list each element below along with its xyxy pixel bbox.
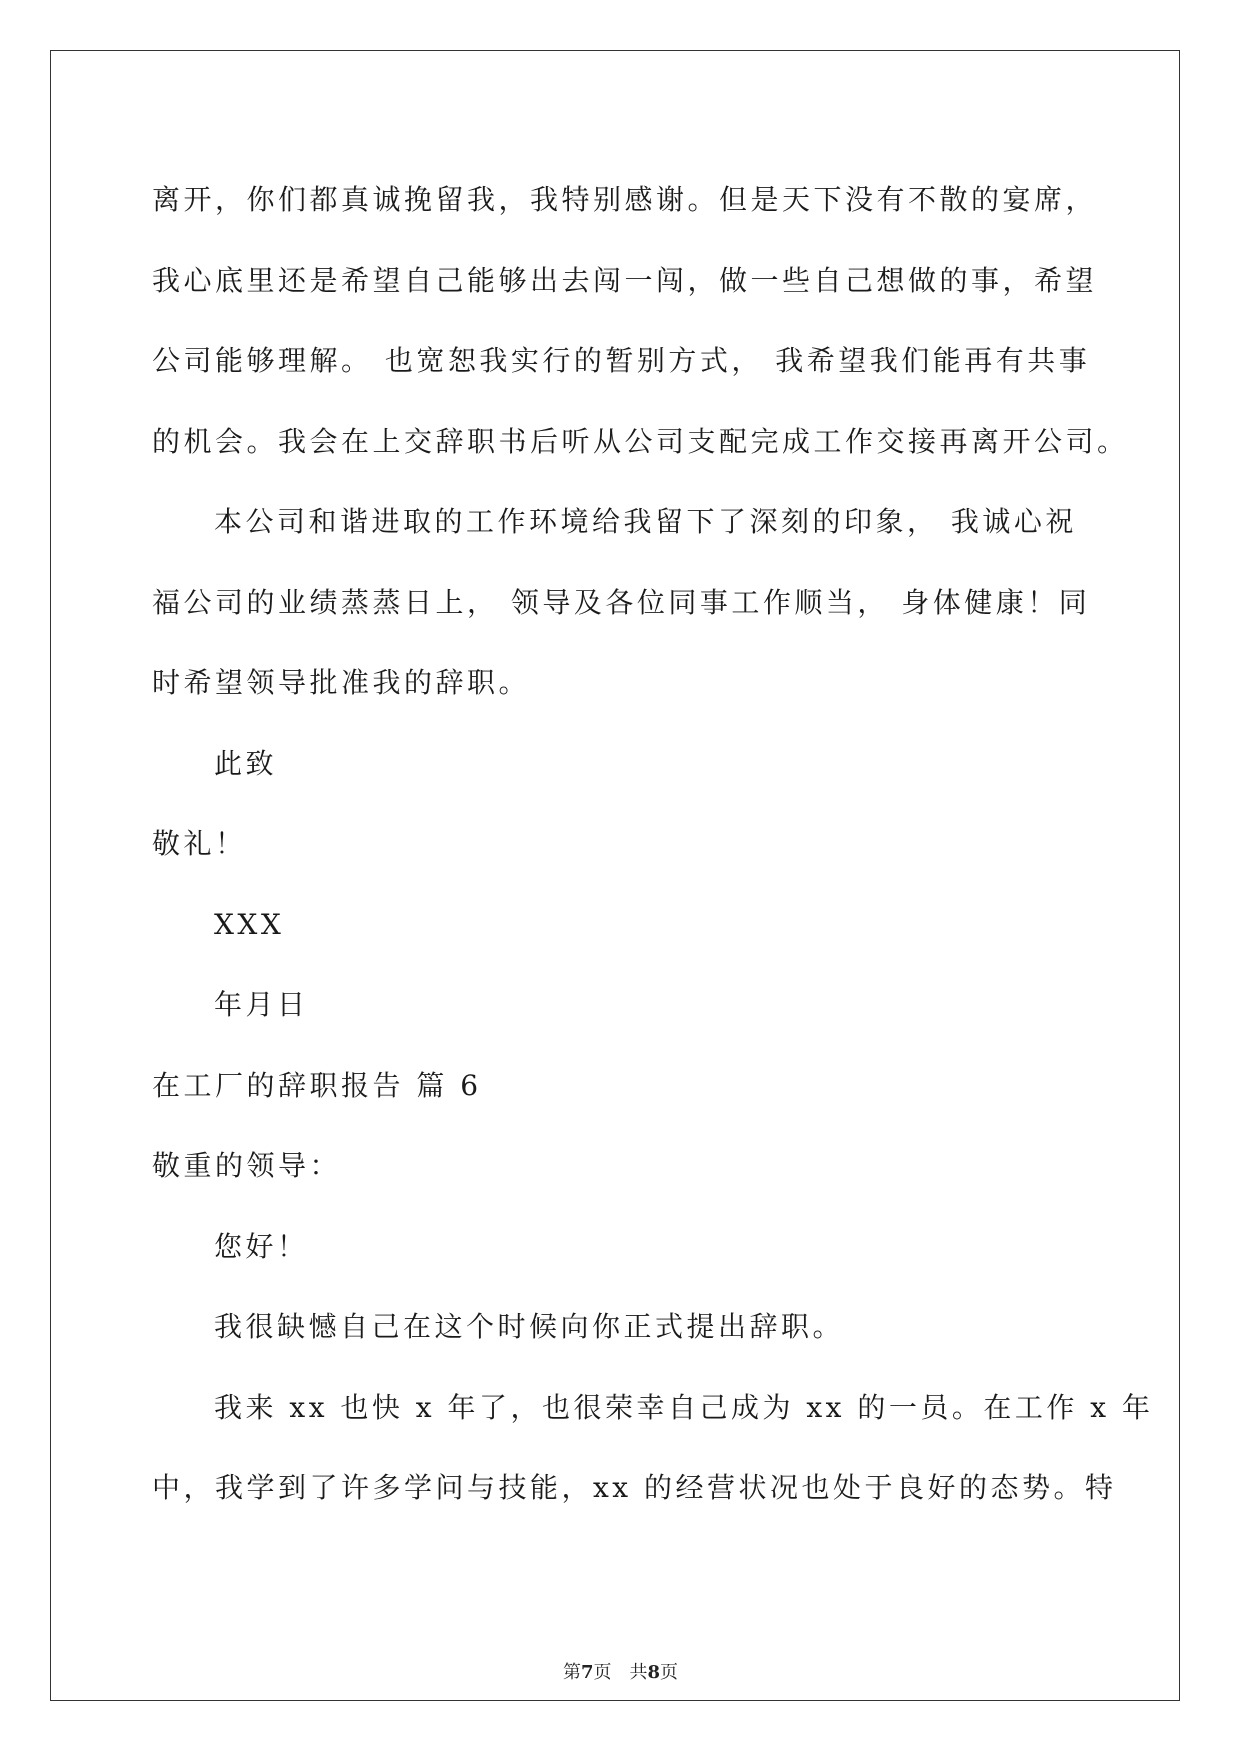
greeting-hello: 您好！: [214, 1229, 309, 1263]
paragraph-start-line: 我来 xx 也快 x 年了，也很荣幸自己成为 xx 的一员。在工作 x 年: [214, 1390, 1154, 1424]
page-suffix: 页: [593, 1662, 612, 1683]
current-page-number: 7: [580, 1662, 594, 1683]
total-suffix: 页: [660, 1662, 679, 1683]
page-prefix: 第: [562, 1662, 581, 1683]
text-line: 离开，你们都真诚挽留我，我特别感谢。但是天下没有不散的宴席，: [152, 183, 1098, 216]
closing-salutation: 此致: [214, 746, 278, 780]
text-line: 福公司的业绩蒸蒸日上， 领导及各位同事工作顺当， 身体健康！同: [152, 585, 1091, 619]
text-line: 时希望领导批准我的辞职。: [152, 666, 531, 699]
total-prefix: 共: [629, 1662, 648, 1683]
paragraph-start-line: 我很缺憾自己在这个时候向你正式提出辞职。: [214, 1310, 845, 1343]
page-footer: [0, 1658, 1241, 1684]
text-line: 公司能够理解。 也宽恕我实行的暂别方式， 我希望我们能再有共事: [152, 344, 1091, 377]
text-line: 中，我学到了许多学问与技能，xx 的经营状况也处于良好的态势。特: [152, 1471, 1117, 1504]
document-body: [152, 160, 1154, 1529]
total-pages-number: 8: [647, 1662, 661, 1683]
signature-date: 年月日: [214, 988, 309, 1021]
paragraph-start-line: 本公司和谐进取的工作环境给我留下了深刻的印象， 我诚心祝: [214, 505, 1077, 538]
greeting-recipient: 敬重的领导：: [152, 1149, 342, 1182]
signature-name: XXX: [214, 907, 285, 941]
text-line: 我心底里还是希望自己能够出去闯一闯，做一些自己想做的事，希望: [152, 263, 1098, 297]
text-line: 的机会。我会在上交辞职书后听从公司支配完成工作交接再离开公司。: [152, 424, 1129, 458]
closing-regards: 敬礼！: [152, 827, 247, 860]
section-heading: 在工厂的辞职报告 篇 6: [152, 1068, 482, 1102]
